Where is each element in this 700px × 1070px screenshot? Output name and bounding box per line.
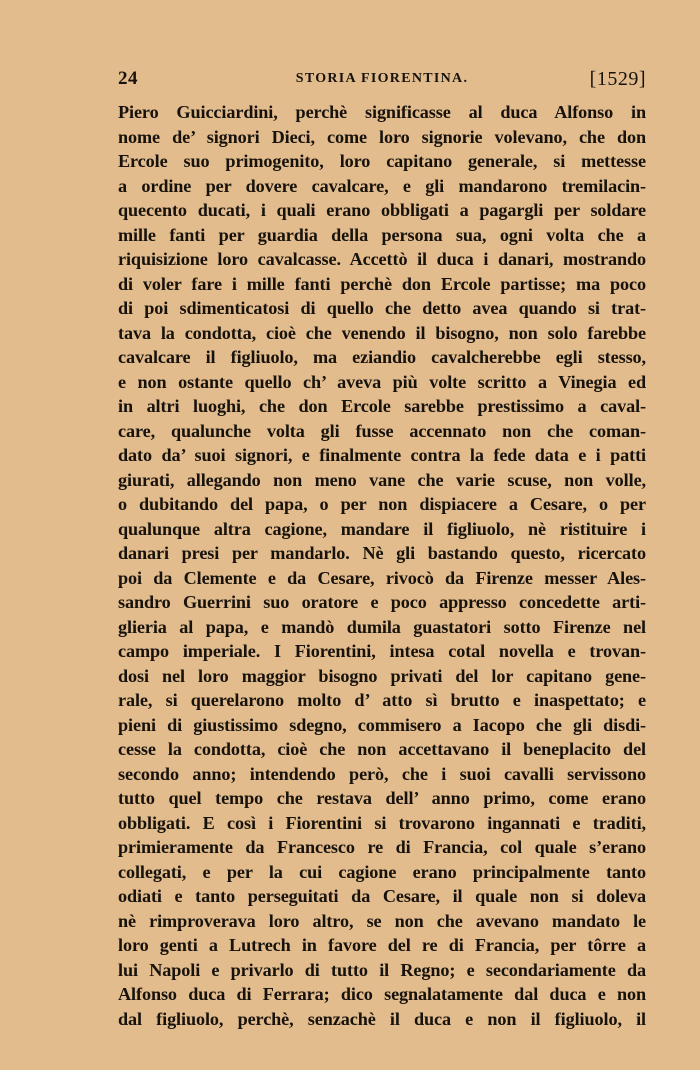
text-line: qualunque altra cagione, mandare il figliuolo, nè ristituire i [118, 518, 646, 539]
text-line: rale, si querelarono molto d’ atto sì brutto e inaspettato; e [118, 690, 646, 710]
year-marker: [1529] [589, 68, 646, 90]
text-line: loro genti a Lutrech in favore del re di Francia, per tôrre a [118, 935, 646, 955]
text-line: cesse la condotta, cioè che non accettavano il beneplacito del [118, 739, 646, 759]
text-line: Piero Guicciardini, perchè significasse al duca Alfonso in [118, 102, 646, 122]
text-line: Alfonso duca di Ferrara; dico segnalatamente dal duca e non [118, 984, 646, 1004]
text-line: mille fanti per guardia della persona sua, ogni volta che a [118, 224, 646, 245]
text-line: cavalcare il figliuolo, ma eziandio cavalcherebbe egli stesso, [118, 347, 646, 367]
text-line: di poi sdimenticatosi di quello che detto avea quando si trat- [118, 298, 646, 318]
text-line: odiati e tanto perseguitati da Cesare, il quale non si doleva [118, 886, 646, 906]
text-line: Ercole suo primogenito, loro capitano generale, si mettesse [118, 151, 646, 171]
text-line: poi da Clemente e da Cesare, rivocò da Firenze messer Ales- [118, 567, 646, 588]
text-line: obbligati. E così i Fiorentini si trovarono ingannati e traditi, [118, 812, 646, 833]
text-line: quecento ducati, i quali erano obbligati a pagargli per soldare [118, 200, 646, 220]
text-line: pieni di giustissimo sdegno, commisero a Iacopo che gli disdi- [118, 714, 646, 735]
text-line: o dubitando del papa, o per non dispiacere a Cesare, o per [118, 494, 646, 514]
text-line: a ordine per dovere cavalcare, e gli mandarono tremilacin- [118, 175, 646, 196]
text-line: di voler fare i mille fanti perchè don Ercole partisse; ma poco [118, 273, 646, 294]
page-number: 24 [118, 68, 138, 89]
text-line: dal figliuolo, perchè, senzachè il duca e non il figliuolo, il [118, 1008, 646, 1029]
text-line: primieramente da Francesco re di Francia, col quale s’erano [118, 837, 646, 857]
text-line: care, qualunche volta gli fusse accennato non che coman- [118, 420, 646, 441]
running-title: STORIA FIORENTINA. [295, 71, 469, 86]
text-line: collegati, e per la cui cagione erano principalmente tanto [118, 861, 646, 882]
text-line: lui Napoli e privarlo di tutto il Regno; e secondariamente da [118, 959, 646, 980]
text-line: nè rimproverava loro altro, se non che avevano mandato le [118, 910, 646, 931]
text-line: glieria al papa, e mandò dumila guastatori sotto Firenze nel [118, 616, 646, 637]
text-line: dato da’ suoi signori, e finalmente contra la fede data e i patti [118, 445, 646, 465]
page-header [118, 68, 646, 92]
text-line: riquisizione loro cavalcasse. Accettò il duca i danari, mostrando [118, 249, 646, 269]
text-line: dosi nel loro maggior bisogno privati del lor capitano gene- [118, 665, 646, 686]
text-line: sandro Guerrini suo oratore e poco appresso concedette arti- [118, 592, 646, 612]
text-line: nome de’ signori Dieci, come loro signorie volevano, che don [118, 126, 646, 147]
text-line: tutto quel tempo che restava dell’ anno primo, come erano [118, 788, 646, 808]
text-line: e non ostante quello ch’ aveva più volte scritto a Vinegia ed [118, 371, 646, 392]
text-line: tava la condotta, cioè che venendo il bisogno, non solo farebbe [118, 322, 646, 343]
text-line: secondo anno; intendendo però, che i suoi cavalli servissono [118, 763, 646, 784]
text-line: giurati, allegando non meno vane che varie scuse, non volle, [118, 469, 646, 490]
body-text [118, 100, 646, 1031]
text-line: danari presi per mandarlo. Nè gli bastando questo, ricercato [118, 543, 646, 563]
text-line: campo imperiale. I Fiorentini, intesa cotal novella e trovan- [118, 641, 646, 661]
text-line: in altri luoghi, che don Ercole sarebbe prestissimo a caval- [118, 396, 646, 416]
